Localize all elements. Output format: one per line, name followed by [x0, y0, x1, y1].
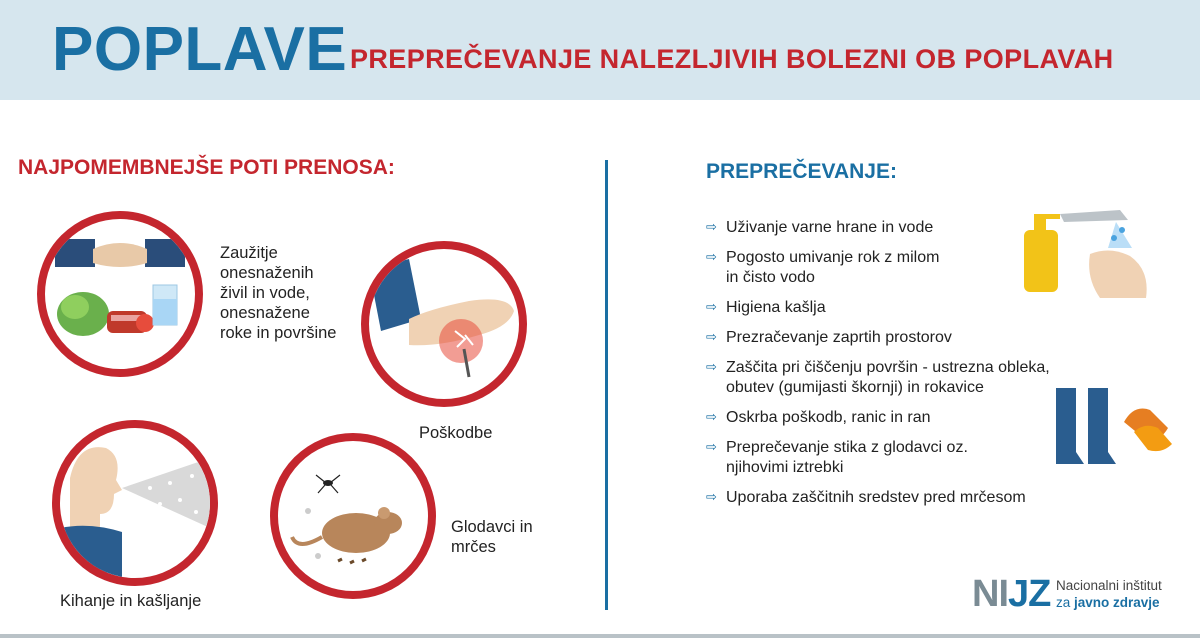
page-title: POPLAVE — [52, 15, 348, 84]
route-label-food: Zaužitje onesnaženih živil in vode, onesnažene roke in površine — [220, 244, 337, 342]
foot-injury-icon — [361, 241, 527, 407]
sneeze-icon — [52, 420, 218, 586]
arrow-right-icon: ⇨ — [706, 220, 717, 235]
nijz-logo — [972, 573, 1182, 617]
arrow-right-icon: ⇨ — [706, 330, 717, 345]
logo-line2: za javno zdravje — [1056, 595, 1160, 610]
list-item: ⇨ Oskrba poškodb, ranic in ran — [706, 409, 931, 426]
list-item: ⇨ Pogosto umivanje rok z milom in čisto vodo — [706, 249, 940, 286]
route-label-injury: Poškodbe — [419, 424, 493, 442]
arrow-right-icon: ⇨ — [706, 250, 717, 265]
food-handshake-icon — [37, 211, 203, 377]
list-item: ⇨ Zaščita pri čiščenju površin - ustrezna obleka, obutev (gumijasti škornji) in rokavice — [706, 359, 1050, 396]
page-subtitle: PREPREČEVANJE NALEZLJIVIH BOLEZNI OB POPLAVAH — [350, 44, 1114, 74]
logo-mark: NIJZ — [972, 573, 1051, 615]
handwashing-icon — [1020, 208, 1160, 304]
logo-text — [1056, 577, 1162, 611]
list-item: ⇨ Preprečevanje stika z glodavci oz. njihovimi iztrebki — [706, 439, 968, 476]
arrow-right-icon: ⇨ — [706, 360, 717, 375]
list-item: ⇨ Higiena kašlja — [706, 299, 826, 316]
list-item: ⇨ Uporaba zaščitnih sredstev pred mrčesom — [706, 489, 1026, 506]
prevention-heading: PREPREČEVANJE: — [706, 160, 897, 183]
bottom-border — [0, 634, 1200, 638]
route-label-rodents: Glodavci in mrčes — [451, 518, 533, 556]
list-item: ⇨ Uživanje varne hrane in vode — [706, 219, 934, 236]
list-item: ⇨ Prezračevanje zaprtih prostorov — [706, 329, 952, 346]
routes-heading: NAJPOMEMBNEJŠE POTI PRENOSA: — [18, 156, 395, 179]
column-divider — [605, 160, 608, 610]
arrow-right-icon: ⇨ — [706, 410, 717, 425]
arrow-right-icon: ⇨ — [706, 490, 717, 505]
arrow-right-icon: ⇨ — [706, 300, 717, 315]
logo-line1: Nacionalni inštitut — [1056, 578, 1162, 593]
rodent-mosquito-icon — [270, 433, 436, 599]
boots-gloves-icon — [1048, 382, 1178, 472]
arrow-right-icon: ⇨ — [706, 440, 717, 455]
header-banner — [0, 0, 1200, 100]
route-label-sneeze: Kihanje in kašljanje — [60, 592, 202, 610]
